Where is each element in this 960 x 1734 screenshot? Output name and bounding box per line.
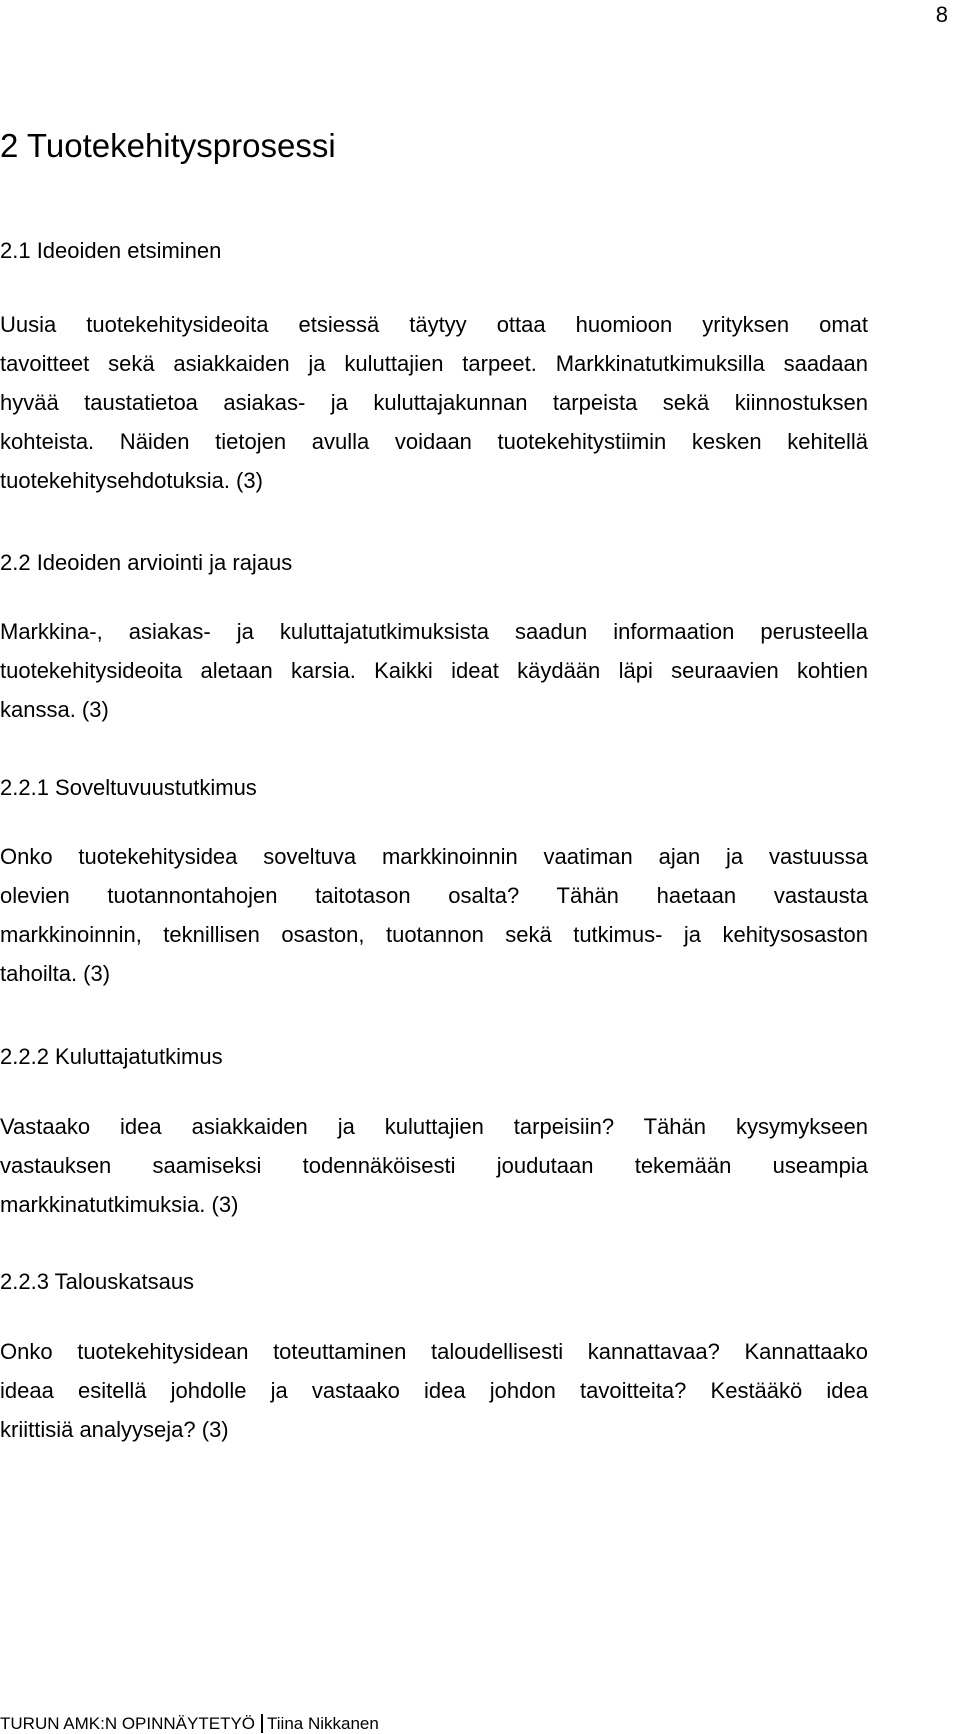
section-body-2-1 (0, 305, 868, 500)
text-line: Onko tuotekehitysidean toteuttaminen taloudellisesti kannattavaa? Kannattaako (0, 1339, 868, 1364)
text-line: tahoilta. (3) (0, 961, 111, 986)
section-heading-2-2-2: 2.2.2 Kuluttajatutkimus (0, 1044, 223, 1069)
text-line: Onko tuotekehitysidea soveltuva markkinoinnin vaatiman ajan ja vastuussa (0, 844, 868, 869)
section-heading-2-2-1: 2.2.1 Soveltuvuustutkimus (0, 775, 257, 800)
section-body-2-2-2 (0, 1107, 868, 1224)
text-line: hyvää taustatietoa asiakas- ja kuluttajakunnan tarpeista sekä kiinnostuksen (0, 390, 868, 415)
text-line: kriittisiä analyyseja? (3) (0, 1417, 229, 1442)
text-line: tuotekehitysideoita aletaan karsia. Kaikki ideat käydään läpi seuraavien kohtien (0, 658, 868, 683)
text-line: markkinatutkimuksia. (3) (0, 1192, 239, 1217)
text-line: Markkina-, asiakas- ja kuluttajatutkimuksista saadun informaation perusteella (0, 619, 868, 644)
section-body-2-2-1 (0, 837, 868, 993)
text-line: Uusia tuotekehitysideoita etsiessä täytyy ottaa huomioon yrityksen omat (0, 312, 868, 337)
text-line: vastauksen saamiseksi todennäköisesti joudutaan tekemään useampia (0, 1153, 868, 1178)
text-line: ideaa esitellä johdolle ja vastaako idea johdon tavoitteita? Kestääkö idea (0, 1378, 868, 1403)
section-heading-2-2-3: 2.2.3 Talouskatsaus (0, 1269, 195, 1294)
section-body-2-2-3 (0, 1332, 868, 1449)
text-line: tuotekehitysehdotuksia. (3) (0, 468, 263, 493)
text-line: Vastaako idea asiakkaiden ja kuluttajien tarpeisiin? Tähän kysymykseen (0, 1114, 868, 1139)
footer-school: TURUN AMK:N OPINNÄYTETYÖ (0, 1714, 256, 1733)
section-heading-2-1: 2.1 Ideoiden etsiminen (0, 238, 222, 263)
text-line: kanssa. (3) (0, 697, 109, 722)
footer-author: Tiina Nikkanen (267, 1714, 379, 1733)
footer (0, 1714, 379, 1734)
text-line: markkinoinnin, teknillisen osaston, tuotannon sekä tutkimus- ja kehitysosaston (0, 922, 868, 947)
text-line: kohteista. Näiden tietojen avulla voidaan tuotekehitystiimin kesken kehitellä (0, 429, 868, 454)
footer-separator (261, 1714, 263, 1733)
section-heading-2-2: 2.2 Ideoiden arviointi ja rajaus (0, 550, 293, 575)
text-line: tavoitteet sekä asiakkaiden ja kuluttajien tarpeet. Markkinatutkimuksilla saadaan (0, 351, 868, 376)
section-body-2-2 (0, 612, 868, 729)
text-line: olevien tuotannontahojen taitotason osalta? Tähän haetaan vastausta (0, 883, 868, 908)
page-number: 8 (935, 2, 948, 27)
chapter-title: 2 Tuotekehitysprosessi (0, 127, 336, 164)
